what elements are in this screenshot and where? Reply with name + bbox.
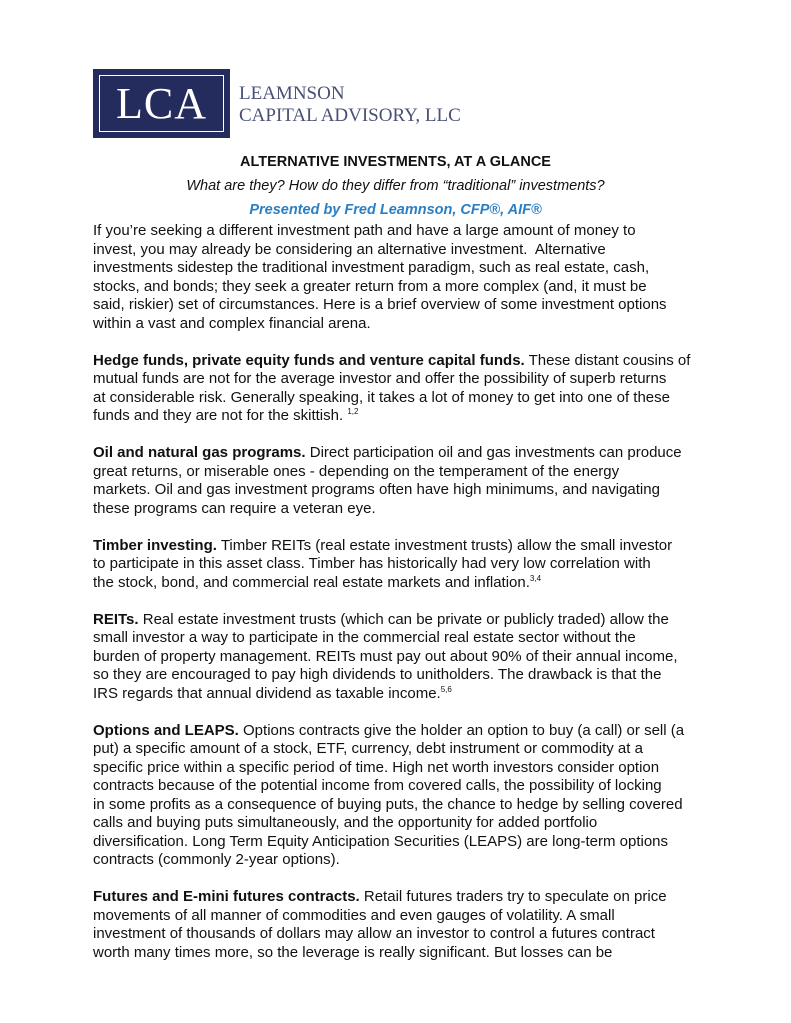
text-line (93, 740, 713, 759)
line-text: worth many times more, so the leverage is really significant. But losses can be (93, 943, 613, 961)
line-text: movements of all manner of commodities and even gauges of volatility. A small (93, 906, 615, 924)
text-line (93, 407, 713, 426)
line-text: to participate in this asset class. Timber has historically had very low correlation with (93, 555, 651, 572)
paragraph (93, 537, 713, 593)
footnote-reference: 3,4 (529, 573, 542, 583)
line-text: investment of thousands of dollars may allow an investor to control a futures contract (93, 925, 655, 942)
text-line (93, 574, 713, 593)
line-text: IRS regards that annual dividend as taxable income. (93, 684, 441, 702)
text-line (93, 352, 713, 371)
text-line (93, 759, 713, 778)
line-text: Direct participation oil and gas investments can produce (305, 444, 682, 461)
line-text: contracts because of the potential income from covered calls, the possibility of locking (93, 777, 662, 794)
line-text: the stock, bond, and commercial real estate markets and inflation. (93, 573, 530, 591)
text-line (93, 370, 713, 389)
line-text: investments sidestep the traditional investment paradigm, such as real estate, cash, (93, 259, 650, 276)
text-line (93, 648, 713, 667)
line-text: burden of property management. REITs must pay out about 90% of their annual income, (93, 647, 678, 665)
line-text: invest, you may already be considering an alternative investment. Alternative (93, 240, 606, 258)
text-line (93, 796, 713, 815)
paragraph (93, 722, 713, 870)
footnote-reference: 5,6 (440, 684, 452, 694)
footnote-reference: 1,2 (347, 407, 359, 416)
text-line (93, 222, 713, 241)
line-text: contracts (commonly 2-year options). (93, 851, 340, 868)
line-text: great returns, or miserable ones - depending on the temperament of the energy (93, 462, 620, 480)
section-heading: Hedge funds, private equity funds and venture capital funds. (93, 351, 525, 369)
text-line (93, 315, 713, 334)
line-text: put) a specific amount of a stock, ETF, currency, debt instrument or commodity at a (93, 740, 643, 757)
text-line (93, 925, 713, 944)
section-heading: REITs. (93, 610, 139, 628)
document-body (93, 222, 713, 981)
line-text: stocks, and bonds; they seek a greater return from a more complex (and, it must be (93, 277, 647, 295)
text-line (93, 722, 713, 741)
line-text: said, riskier) set of circumstances. Here is a brief overview of some investment options (93, 296, 667, 313)
line-text: within a vast and complex financial arena. (93, 314, 371, 332)
text-line (93, 444, 713, 463)
paragraph (93, 888, 713, 962)
text-line (93, 685, 713, 704)
text-line (93, 666, 713, 685)
line-text: Real estate investment trusts (which can be private or publicly traded) allow the (138, 610, 669, 628)
text-line (93, 296, 713, 315)
paragraph (93, 444, 713, 518)
firm-name (239, 83, 461, 127)
firm-name-line2: CAPITAL ADVISORY, LLC (239, 105, 461, 126)
line-text: at considerable risk. Generally speaking, it takes a lot of money to get into one of these (93, 388, 670, 406)
document-title: ALTERNATIVE INVESTMENTS, AT A GLANCE (240, 154, 551, 170)
text-line (93, 555, 713, 574)
line-text: Timber REITs (real estate investment trusts) allow the small investor (216, 536, 673, 554)
section-heading: Oil and natural gas programs. (93, 444, 306, 461)
text-line (93, 481, 713, 500)
section-heading: Timber investing. (93, 536, 217, 554)
line-text: calls and buying puts simultaneously, and the opportunity for added portfolio (93, 814, 598, 831)
text-line (93, 833, 713, 852)
section-heading: Futures and E-mini futures contracts. (93, 888, 360, 905)
line-text: Options contracts give the holder an option to buy (a call) or sell (a (238, 721, 685, 739)
line-text: small investor a way to participate in the commercial real estate sector without the (93, 629, 636, 646)
text-line (93, 389, 713, 408)
text-line (93, 907, 713, 926)
line-text: funds and they are not for the skittish. (93, 407, 348, 424)
line-text: These distant cousins of (524, 351, 691, 369)
paragraph (93, 611, 713, 704)
firm-name-line1: LEAMNSON (239, 83, 345, 104)
paragraph (93, 352, 713, 426)
text-line (93, 611, 713, 630)
text-line (93, 278, 713, 297)
line-text: markets. Oil and gas investment programs often have high minimums, and navigating (93, 481, 660, 498)
text-line (93, 944, 713, 963)
document-subtitle: What are they? How do they differ from “traditional” investments? (186, 178, 605, 194)
company-logo (93, 69, 230, 138)
text-line (93, 241, 713, 260)
text-line (93, 629, 713, 648)
text-line (93, 537, 713, 556)
presenter-line: Presented by Fred Leamnson, CFP®, AIF® (249, 202, 542, 218)
line-text: specific price within a specific period of time. High net worth investors consider option (93, 758, 660, 776)
line-text: If you’re seeking a different investment path and have a large amount of money to (93, 222, 636, 239)
logo-mark: LCA (116, 78, 207, 128)
text-line (93, 814, 713, 833)
line-text: so they are encouraged to pay high dividends to unitholders. The drawback is that the (93, 666, 662, 683)
text-line (93, 777, 713, 796)
text-line (93, 259, 713, 278)
text-line (93, 500, 713, 519)
line-text: mutual funds are not for the average investor and offer the possibility of superb returns (93, 370, 667, 387)
text-line (93, 888, 713, 907)
paragraph (93, 222, 713, 333)
line-text: Retail futures traders try to speculate on price (359, 888, 667, 905)
logo-frame (99, 75, 224, 132)
section-heading: Options and LEAPS. (93, 721, 239, 739)
line-text: diversification. Long Term Equity Anticipation Securities (LEAPS) are long-term options (93, 832, 669, 850)
line-text: in some profits as a consequence of buying puts, the chance to hedge by selling covered (93, 795, 683, 813)
text-line (93, 851, 713, 870)
line-text: these programs can require a veteran eye. (93, 499, 376, 517)
text-line (93, 463, 713, 482)
